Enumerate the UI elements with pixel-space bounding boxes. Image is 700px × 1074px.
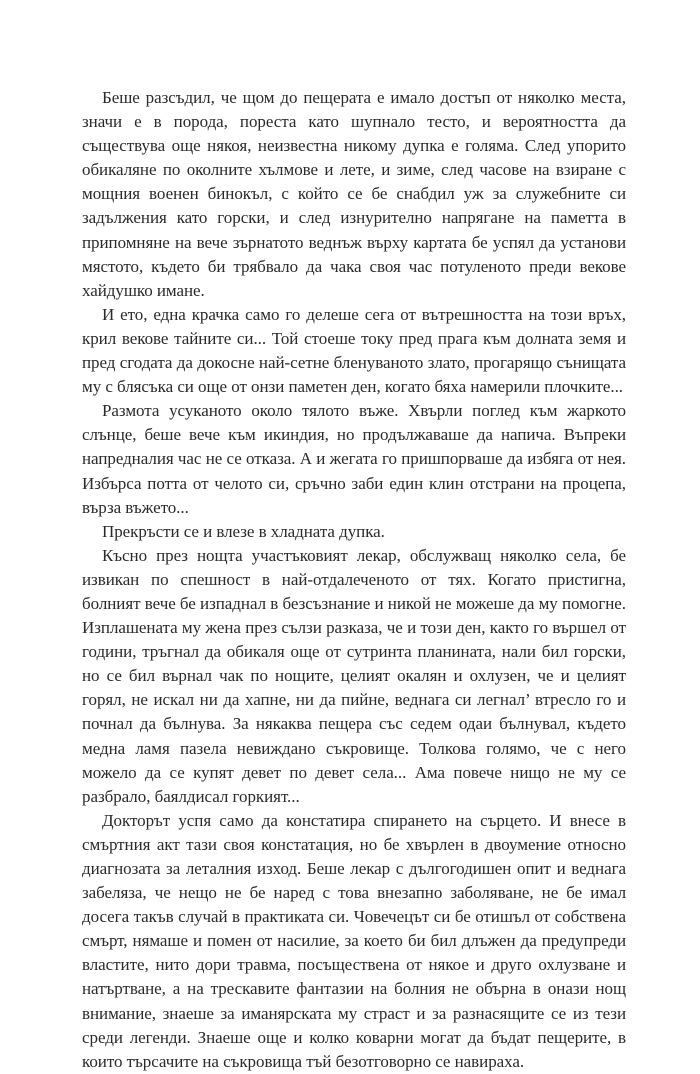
- paragraph: Прекръсти се и влезе в хладната дупка.: [102, 521, 385, 541]
- paragraph: Късно през нощта участъковият лекар, обслужващ няколко села, бе извикан по спешност в най-отдалеченото от тях. Когато пристигна, болният вече бе изпаднал в безсъзнание и никой не можеше да му помогне. Изплашената му жена през сълзи разказа, че и този ден, както го вършел от години, тръгнал да обикаля още от сутринта планината, нали бил горски, но се бил върнал чак по нощите, целият окалян и охлузен, че и целият горял, не искал ни да хапне, ни да пийне, веднага си легнал’ втресло го и почнал да бълнува. За някаква пещера със седем одаи бълнувал, където медна ламя пазела невиждано съкровище. Толкова голямо, че с него можело да се купят девет по девет села... Ама повече нищо не му се разбрало, баялдисал горкият...: [82, 545, 626, 806]
- body-text: [82, 86, 626, 1074]
- paragraph: Докторът успя само да констатира спирането на сърцето. И внесе в смъртния акт тази своя констатация, но бе хвърлен в двоумение относно диагнозата за леталния изход. Беше лекар с дългогодишен опит и веднага забеляза, че нещо не бе наред с това внезапно заболяване, не бе имал досега такъв случай в практиката си. Човечецът си бе отишъл от собствена смърт, нямаше и помен от насилие, за което би бил длъжен да предупреди властите, нито дори травма, посъществена от някое и друго охлузване и натъртване, а на трескавите фантазии на болния не обърна в онази нощ внимание, знаеше за иманярската му страст и за разнасящите се из тези среди легенди. Знаеше още и колко коварни могат да бъдат пещерите, в които търсачите на съкровища тъй безотговорно се навираха.: [82, 810, 626, 1071]
- paragraph: Размота усуканото около тялото въже. Хвърли поглед към жаркото слънце, беше вече към икиндия, но продължаваше да напича. Въпреки напредналия час не се отказа. А и жегата го пришпорваше да избяга от нея. Избърса потта от челото си, сръчно заби един клин отстрани на процепа, върза въжето...: [82, 401, 626, 517]
- paragraph: Беше разсъдил, че щом до пещерата е имало достъп от няколко места, значи е в порода, пореста като шупнало тесто, и вероятността да съществува още някоя, неизвестна никому дупка е голяма. След упорито обикаляне по околните хълмове и лете, и зиме, след часове на взиране с мощния военен бинокъл, с който се бе снабдил уж за служебните си задължения като горски, и след изнурително напрягане на паметта в припомняне на вече зърнатото веднъж върху картата бе успял да установи мястото, където би трябвало да чака своя час потуленото преди векове хайдушко имане.: [82, 88, 626, 300]
- paragraph: И ето, една крачка само го делеше сега от вътрешността на този връх, крил векове тайните си... Той стоеше току пред прага към долната земя и пред сгодата да докосне най-сетне бленуваното злато, прогарящо сънищата му с блясъка си още от онзи паметен ден, когато бяха намерили плочките...: [82, 304, 626, 397]
